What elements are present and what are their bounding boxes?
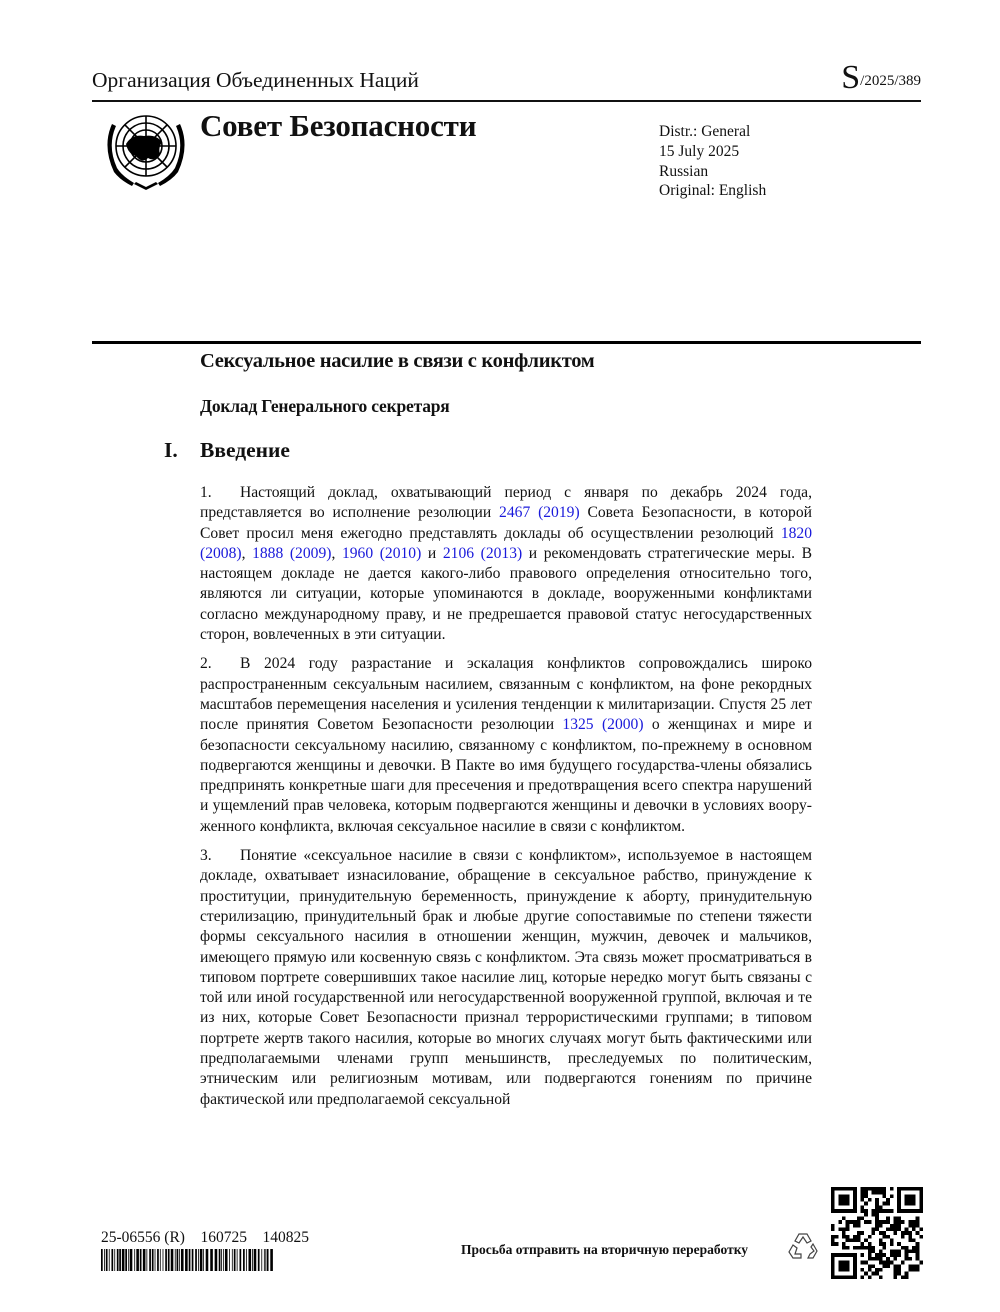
resolution-link[interactable]: 2106 (2013) — [442, 544, 523, 562]
distribution-line: Distr.: General — [659, 123, 751, 140]
paragraph-number: 3. — [200, 847, 212, 865]
recycle-icon — [786, 1228, 820, 1262]
resolution-link[interactable]: 1960 (2010) — [341, 544, 422, 562]
footer-date-1: 160725 — [200, 1229, 247, 1246]
section-title: Введение — [200, 438, 290, 462]
recycle-notice: Просьба отправить на вторичную переработку — [461, 1242, 749, 1257]
footer-date-2: 140825 — [262, 1229, 309, 1246]
section-number: I. — [164, 438, 178, 462]
header-rule — [92, 100, 921, 102]
date-line: 15 July 2025 — [659, 142, 740, 160]
paragraph-number: 1. — [200, 484, 212, 501]
paragraph: 3. Понятие «сексуальное насилие в связи с конфликтом», используемое в настоящем докладе, охватывает изнасилование, обращение в сексуальное рабство, принуждение к проституции, принудительную беременность, принуждение к аборту, принудительную стерилизацию, принудительный брак и любые другие сопоставимые по степени тяжести формы сексуального насилия в отношении женщин, мужчин, девочек и мальчиков, имеющего прямую или косвенную связь с конфликтом. Эта связь может просматриваться в типовом портрете совершивших такое насилие лиц, которые нередко могут быть связаны с той или иной государственной или негосударственной вооруженной группой, включая и те из них, которые Совет Безопасности признал террористическими группами; в типовом портрете жертв такого насилия, которые во многих случаях могут быть фактическими или предполагаемыми членами групп меньшинств, преследуемых по политическим, этническим или религиозным мотивам, или подвергаются гонениям по причине фактической или предполагаемой сексуальной — [200, 847, 812, 1108]
qr-code-icon — [831, 1187, 923, 1279]
resolution-link[interactable]: 1325 (2000) — [562, 716, 644, 734]
language-line: Russian — [659, 162, 709, 180]
distribution-block — [659, 122, 766, 201]
resolution-link[interactable]: 1820 (2008) — [200, 524, 812, 562]
un-emblem-icon — [98, 106, 194, 192]
footer-job-info — [101, 1228, 309, 1248]
symbol-number: /2025/389 — [860, 73, 921, 89]
symbol-letter: S — [841, 59, 861, 96]
job-number: 25-06556 (R) — [101, 1229, 185, 1246]
document-title: Сексуальное насилие в связи с конфликтом — [200, 350, 595, 372]
original-language-line: Original: English — [659, 182, 767, 200]
council-name: Совет Безопасности — [200, 108, 477, 143]
organization-name: Организация Объединенных Наций — [92, 68, 419, 92]
paragraph: 1. Настоящий доклад, охватывающий период с января по декабрь 2024 года, представляется во исполнение резолюции 2467 (2019) Совета Безопасности, в которой Совет просил меня ежегодно представлять доклады об осуществлении резолюций 1820 (2008), 1888 (2009), 1960 (2010) и 2106 (2013) и рекомендовать стратегические меры. В настоящем докладе не дается какого-либо правового определения относительно того, являются ли ситуации, которые упоминаются в докладе, вооруженными конфликтами согласно международному праву, и не предрешается правовой статус негосударственных сторон, вовлеченных в эти ситуации. — [200, 484, 812, 644]
document-symbol — [841, 60, 921, 99]
resolution-link[interactable]: 2467 (2019) — [499, 504, 580, 522]
barcode-icon — [101, 1249, 273, 1271]
resolution-link[interactable]: 1888 (2009) — [252, 544, 332, 562]
document-subtitle: Доклад Генерального секретаря — [200, 396, 450, 416]
document-body — [200, 483, 812, 1119]
paragraph-number: 2. — [200, 655, 212, 673]
title-rule — [92, 341, 921, 344]
paragraph: 2. В 2024 году разрастание и эскалация конфликтов сопровождались широко распространенным сексуальным насилием, связанным с конфликтом, на фоне рекордных масштабов перемещения населения и усиления тенденции к милитаризации. Спустя 25 лет после принятия Советом Безопасности резолюции 1325 (2000) о женщинах и мире и безопасности сексуальному насилию, связанному с конфликтом, по-прежнему в основном подвергаются женщины и девочки. В Пакте во имя будущего государства-члены обязались предпринять конкретные шаги для пресечения и предотвращения всего спектра нарушений и ущемлений прав человека, которым подвергаются женщины и девочки в условиях вооруженного конфликта, включая сексуальное насилие в связи с конфликтом. — [200, 655, 812, 835]
